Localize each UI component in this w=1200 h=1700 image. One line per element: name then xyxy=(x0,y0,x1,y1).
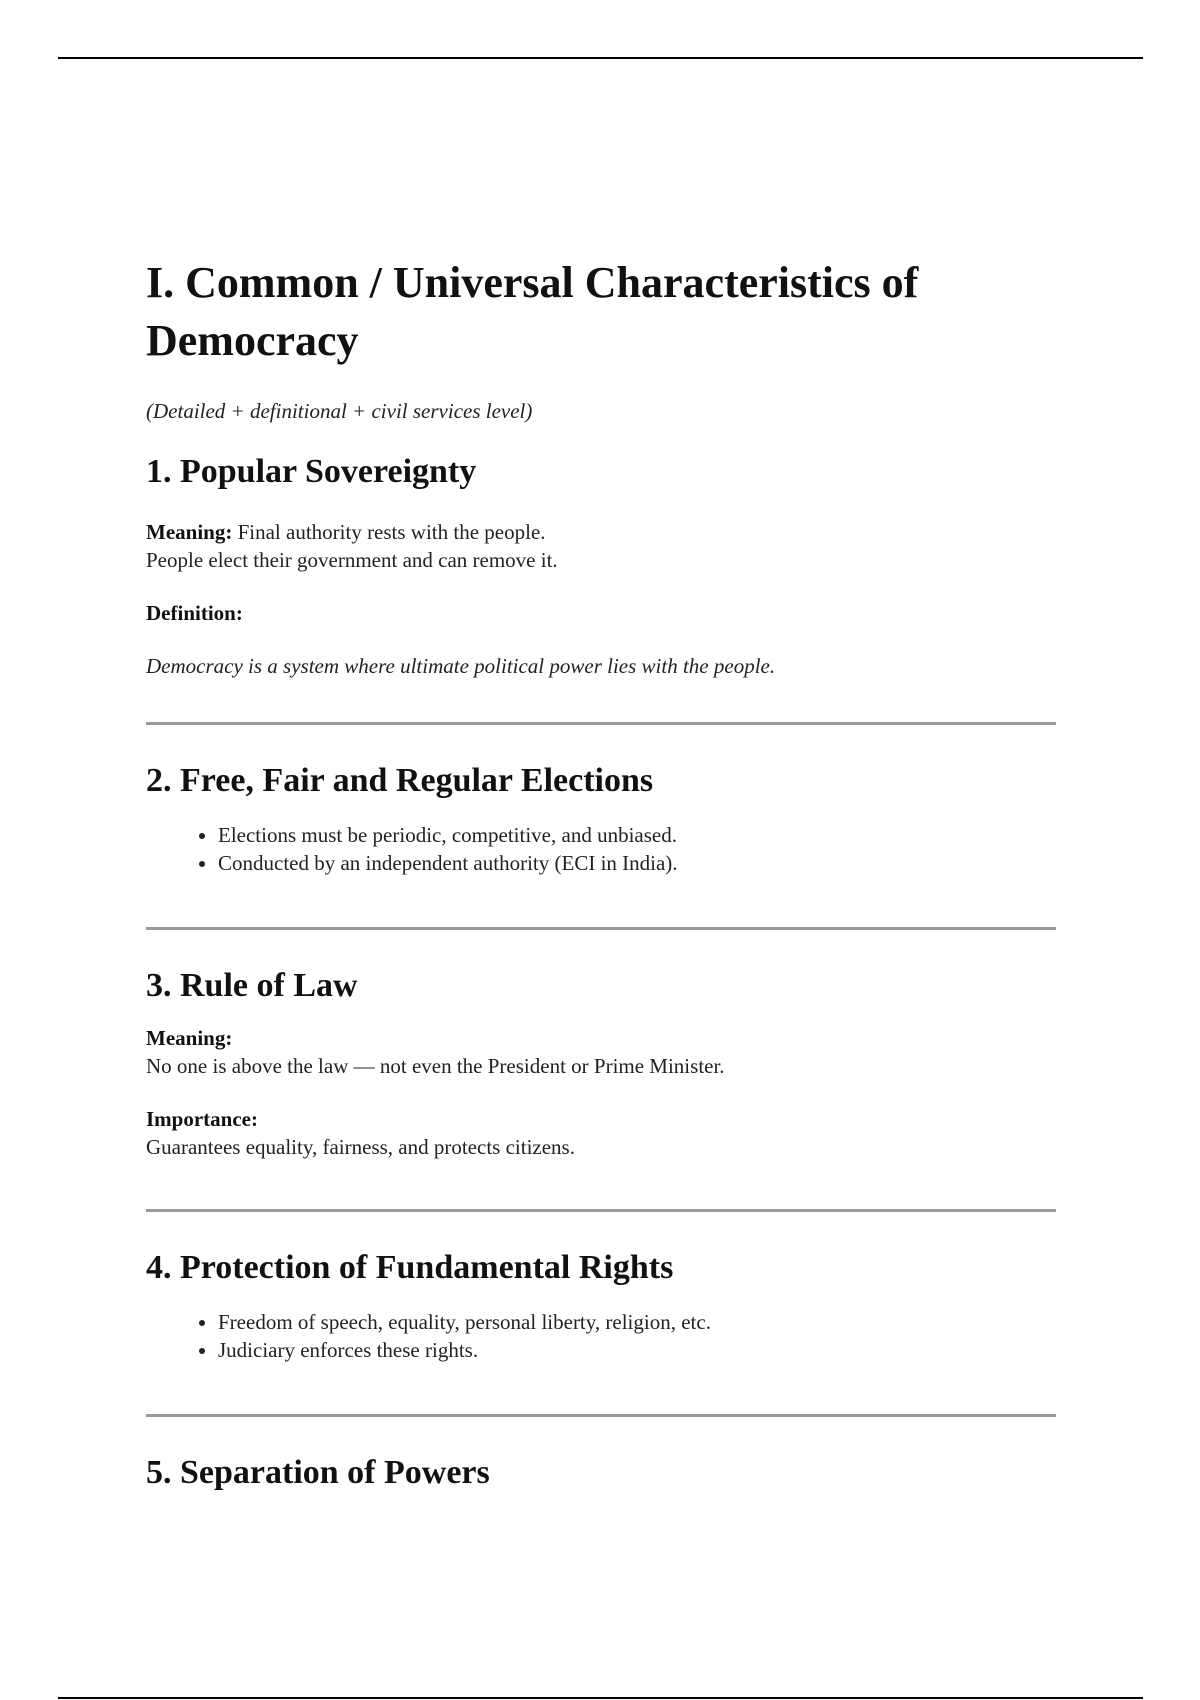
importance-paragraph xyxy=(146,1105,1056,1161)
section-divider xyxy=(146,1209,1056,1212)
meaning-label: Meaning: xyxy=(146,1026,233,1050)
list-item: • Conducted by an independent authority (ECI in India). xyxy=(218,849,1056,877)
section-fundamental-rights xyxy=(146,1248,1056,1364)
section-heading: 1. Popular Sovereignty xyxy=(146,453,477,490)
meaning-paragraph xyxy=(146,1024,1056,1080)
section-heading: 3. Rule of Law xyxy=(146,967,358,1004)
document-body xyxy=(146,254,1056,1519)
meaning-line-2: People elect their government and can remove it. xyxy=(146,548,558,572)
section-heading: 4. Protection of Fundamental Rights xyxy=(146,1249,674,1286)
definition-text: Democracy is a system where ultimate political power lies with the people. xyxy=(146,654,776,678)
meaning-paragraph xyxy=(146,518,1056,574)
section-heading: 2. Free, Fair and Regular Elections xyxy=(146,762,654,799)
meaning-text: No one is above the law — not even the President or Prime Minister. xyxy=(146,1054,725,1078)
section-rule-of-law xyxy=(146,966,1056,1161)
section-popular-sovereignty xyxy=(146,452,1056,680)
page-top-rule xyxy=(58,57,1143,59)
document-subtitle: (Detailed + definitional + civil services level) xyxy=(146,399,533,423)
list-item: • Elections must be periodic, competitive, and unbiased. xyxy=(218,821,1056,849)
importance-label: Importance: xyxy=(146,1107,258,1131)
importance-text: Guarantees equality, fairness, and protects citizens. xyxy=(146,1135,575,1159)
bullet-list xyxy=(146,1308,1056,1364)
bullet-list xyxy=(146,821,1056,877)
page-bottom-rule xyxy=(58,1697,1143,1699)
section-divider xyxy=(146,927,1056,930)
definition-label: Definition: xyxy=(146,601,243,625)
section-divider xyxy=(146,722,1056,725)
definition-label-paragraph xyxy=(146,599,1056,627)
list-item: • Freedom of speech, equality, personal liberty, religion, etc. xyxy=(218,1308,1056,1336)
list-item: • Judiciary enforces these rights. xyxy=(218,1336,1056,1364)
section-divider xyxy=(146,1414,1056,1417)
section-separation-of-powers xyxy=(146,1453,1056,1493)
meaning-text: Final authority rests with the people. xyxy=(232,520,546,544)
section-elections xyxy=(146,761,1056,877)
section-heading: 5. Separation of Powers xyxy=(146,1454,490,1491)
meaning-label: Meaning: xyxy=(146,520,233,544)
document-title: I. Common / Universal Characteristics of Democracy xyxy=(146,258,919,365)
